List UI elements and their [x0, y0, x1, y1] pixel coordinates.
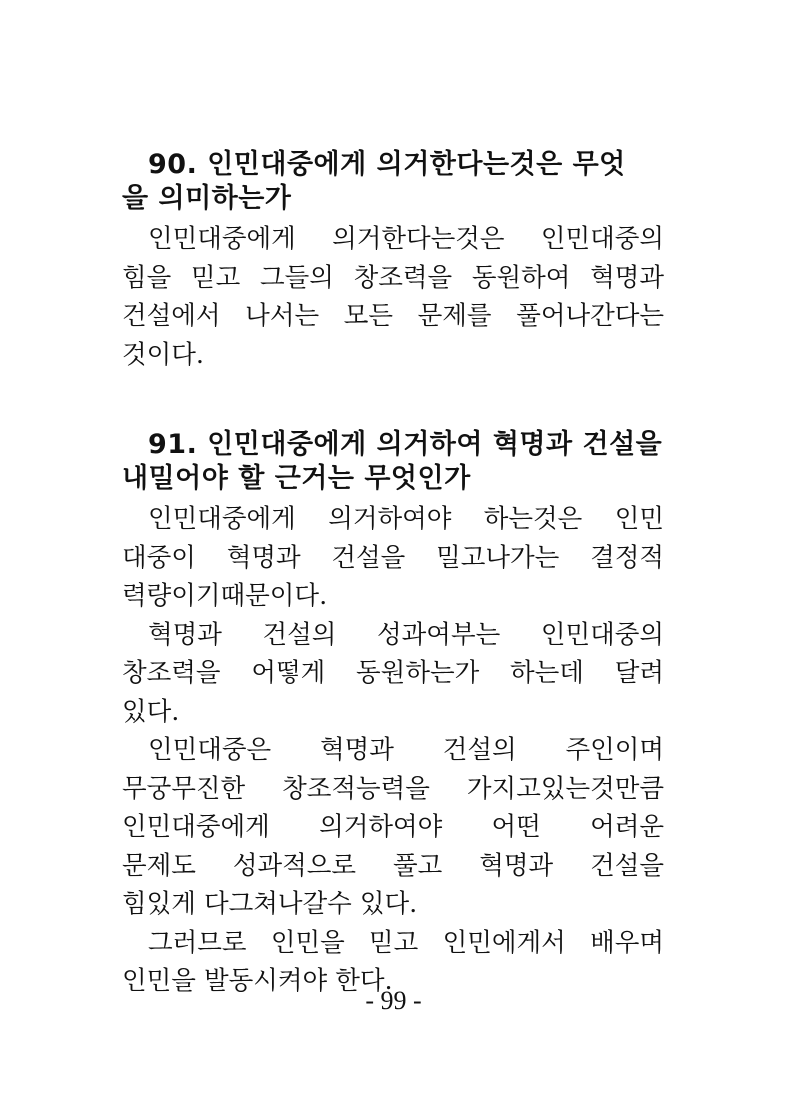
paragraph — [122, 220, 664, 374]
paragraph — [122, 616, 664, 732]
text-line: 혁명과 건설의 성과여부는 인민대중의 — [148, 619, 664, 650]
heading-line: 을 의미하는가 — [122, 183, 292, 214]
section-heading — [122, 428, 664, 496]
heading-line: 91. 인민대중에게 의거하여 혁명과 건설을 — [148, 429, 663, 460]
text-line: 인민을 발동시켜야 한다. — [122, 966, 393, 996]
text-line: 대중이 혁명과 건설을 밀고나가는 결정적 — [122, 542, 664, 573]
paragraph — [122, 731, 664, 924]
text-line: 인민대중은 혁명과 건설의 주인이며 — [148, 735, 664, 765]
text-line: 인민대중에게 의거하여야 어떤 어려운 — [122, 812, 664, 842]
section-gap — [122, 374, 664, 428]
text-line: 것이다. — [122, 339, 205, 370]
heading-line: 내밀어야 할 근거는 무엇인가 — [122, 463, 471, 494]
text-line: 인민대중에게 의거하여야 하는것은 인민 — [148, 504, 664, 534]
text-line: 력량이기때문이다. — [122, 581, 328, 611]
text-line: 그러므로 인민을 믿고 인민에게서 배우며 — [148, 927, 664, 958]
page-number: - 99 - — [365, 986, 422, 1015]
text-line: 힘을 믿고 그들의 창조력을 동원하여 혁명과 — [122, 262, 664, 293]
paragraph — [122, 500, 664, 616]
text-line: 문제도 성과적으로 풀고 혁명과 건설을 — [122, 850, 664, 881]
text-line: 무궁무진한 창조적능력을 가지고있는것만큼 — [122, 773, 664, 804]
section-heading — [122, 148, 664, 216]
section-91 — [122, 428, 664, 1001]
text-line: 인민대중에게 의거한다는것은 인민대중의 — [148, 224, 664, 254]
text-line: 건설에서 나서는 모든 문제를 풀어나간다는 — [122, 301, 664, 331]
page-body — [122, 148, 664, 1001]
text-line: 창조력을 어떻게 동원하는가 하는데 달려 — [122, 658, 664, 688]
section-90 — [122, 148, 664, 374]
text-line: 있다. — [122, 696, 180, 727]
text-line: 힘있게 다그쳐나갈수 있다. — [122, 889, 418, 919]
heading-line: 90. 인민대중에게 의거한다는것은 무엇 — [148, 149, 626, 180]
